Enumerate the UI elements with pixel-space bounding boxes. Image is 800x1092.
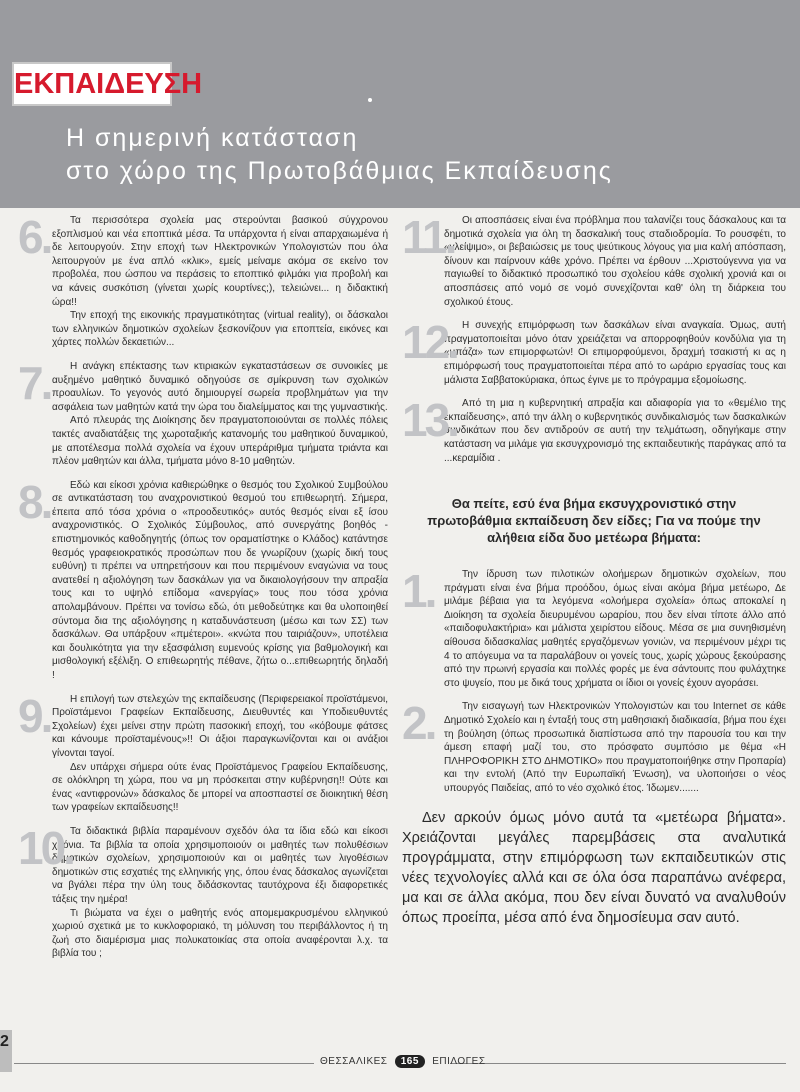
section-label: ΕΚΠΑΙΔΕΥΣΗ [14,68,203,100]
footer [320,1055,486,1068]
paragraph: Η συνεχής επιμόρφωση των δασκάλων είναι αναγκαία. Όμως, αυτή πραγματοποιείται μόνο όταν χρειάζεται να απορροφηθούν κονδύλια για τη «μπάζα» των επιμορφωτών! Οι επιμορφούμενοι, δραχμή τσακιστή κι ας η επιμόρφωσή τους πραγματοποιείται πέρα από το ωράριο εργασίας τους και μάλιστα Σαββατοκύριακα, όπως έγινε με το πρόγραμμα εξομοίωσης. [444,320,786,386]
decorative-dot [368,98,372,102]
callout-question: Θα πείτε, εσύ ένα βήμα εκσυγχρονιστικό στην πρωτοβάθμια εκπαίδευση δεν είδες; Για να πούμε την αλήθεια είδα δυο μετέωρα βήματα: [427,496,761,546]
paragraph: Την εποχή της εικονικής πραγματικότητας (virtual reality), οι δάσκαλοι των ελληνικών δημοτικών σχολείων ξεσκονίζουν για εποπτεία, εικόνες και χάρτες πολλών δεκαετιών... [52,310,388,349]
item-number: 12. [402,316,457,369]
closing-paragraph [402,808,786,928]
paragraph: Η ανάγκη επέκτασης των κτιριακών εγκαταστάσεων σε συνοικίες με αυξημένο μαθητικό δυναμικό οδηγούσε σε σμίκρυνση των σχολικών προαυλίων. Το γεγονός αυτό δημιουργεί σωρεία προβλημάτων για την ασφάλεια των μαθητών κατά την ώρα του διαλείμματος και της γυμναστικής. [52,360,388,413]
paragraph: Τι βιώματα να έχει ο μαθητής ενός απομεμακρυσμένου ελληνικού χωριού σχετικά με το κυκλοφοριακό, τη μόλυνση του περιβάλλοντος ή τη ζωή στο διαμέρισμα μιας πολυκατοικίας στα οποία αναφέρονται λ.χ. τα βιβλία του ; [52,907,388,960]
item-11 [402,211,786,309]
paragraph: Οι αποσπάσεις είναι ένα πρόβλημα που ταλανίζει τους δάσκαλους και τα δημοτικά σχολεία για όλη τη δασκαλική τους σταδιοδρομία. Το ρουσφέτι, το «γλείψιμο», οι βεβαιώσεις με τους ψεύτικους λόγους για μια καλή απόσπαση, δίνουν και παίρνουν κάθε χρόνο. Πρέπει να έρθουν ...Χριστούγεννα για να παγιωθεί το διδακτικό προσωπικό του σχολείου κάθε σχολική χρονιά και οι αποσπάσεις από νομό σε νομό συνεχίζονται καθ' όλη τη διάρκεια του σχολικού έτους. [444,215,786,308]
item-number: 6. [18,211,51,263]
item-7 [18,356,388,469]
step-2 [402,697,786,795]
article-title [66,122,613,188]
left-column [18,211,388,961]
item-number: 9. [18,689,51,742]
item-number: 11. [402,211,455,263]
title-line-1: Η σημερινή κατάσταση [66,124,359,152]
step-1 [402,565,786,690]
item-13 [402,394,786,465]
paragraph: Την εισαγωγή των Ηλεκτρονικών Υπολογιστών και του Internet σε κάθε Δημοτικό Σχολείο και η ένταξή τους στη μαθησιακή διαδικασία, βήμα που έχει τη βούληση (όπως προσωπικά διαπίστωσα από την παρουσία του και την άμεση επαφή μαζί του, στο πρόσφατο συμπόσιο με θέμα «Η ΠΛΗΡΟΦΟΡΙΚΗ ΣΤΟ ΔΗΜΟΤΙΚΟ» που πραγματοποιήθηκε στην Προπαρία) και την εντολή (Από την Ευρωπαϊκή Ένωση), να υλοποιήσει ο νέος υπουργός Παιδείας, από το νέο σχολικό έτος. Ίδωμεν....... [444,701,786,794]
paragraph: Τα διδακτικά βιβλία παραμένουν σχεδόν όλα τα ίδια εδώ και είκοσι χρόνια. Τα βιβλία τα οποία χρησιμοποιούν οι μαθητές των πολυθέσιων δημοτικών σχολείων, χρησιμοποιούν και οι μαθητές των λιγοθέσιων δημοτικών στις εσχατιές της ελληνικής γης, όπου ένας δάσκαλος αγωνίζεται να βγάλει πέρα την ύλη τους διδάσκοντας ταυτόχρονα έξι διαφορετικές τάξεις την ημέρα! [52,825,388,905]
footer-rule-right [450,1063,786,1064]
item-8 [18,475,388,683]
item-10 [18,821,388,961]
paragraph: Εδώ και είκοσι χρόνια καθιερώθηκε ο θεσμός του Σχολικού Συμβούλου σε αντικατάσταση του αναχρονιστικού θεσμού του επιθεωρητή. Σήμερα, έπειτα από τόσα χρόνια ο «προοδευτικός» αυτός θεσμός είναι εξ ίσου αναχρονιστικός. Ο Σχολικός Σύμβουλος, από συνεργάτης βοηθός - επιστημονικός καθοδηγητής (όπως τον οραματίστηκε ο Κλάδος) κατάντησε θεσμός γραφειοκρατικός προσώπων που δε γνωρίζουν (χωρίς δική τους ευθύνη) τι πρέπει να υπηρετήσουν και που περιμένουν εναγώνια να τους ανατεθεί η αξιολόγηση των δασκάλων για να δικαιολογήσουν την απραξία τους και το υψηλό επίδομα «ανεργίας» τους που τόσα χρόνια απολαμβάνουν. Πρέπει να τονίσω εδώ, ότι μεθοδεύτηκε και θα υλοποιηθεί σύντομα δια της αξιολόγησης η καταδυνάστευση (μέσω και των ΣΣ) των δασκάλων. Θα υπάρξουν «πμέτεροι». «κνώτα που ταιριάζουν», υποτέλεια και δουλικότητα για την εξασφάλιση ευμενούς κρίσης για βαθμολογική και μισθολογική εξέλιξη. Ο επιθεωρητής πέθανε, ζήτω ο...επιθεωρητής δηλαδή ! [52,479,388,681]
paragraph: Από πλευράς της Διοίκησης δεν πραγματοποιούνται σε πολλές πόλεις τακτές αναδιατάξεις της χωροταξικής κατανομής του μαθητικού δυναμικού, με αποτέλεσμα πολλά σχολεία να έχουν υπεράριθμα τμήματα τριάντα και πλέον μαθητών και άλλα, τμήματα μόνο 8-10 μαθητών. [52,415,388,468]
item-9 [18,689,388,815]
item-number: 2. [402,697,435,750]
item-6 [18,211,388,350]
paragraph: Την ίδρυση των πιλοτικών ολοήμερων δημοτικών σχολείων, που πράγματι είναι ένα βήμα προόδου, όμως είναι ακόμα βήμα μετέωρο, Δε μιλάμε βέβαια για τα λεγόμενα «ολοήμερα σχολεία» όπως αποκαλεί η Διοίκηση τα σχολεία διευρυμένου ωραρίου, που δεν είναι τίποτε άλλο από «παιδοφυλακτήρια» και μάλιστα χειρίστου είδους. Μέσα σε μια συνηθισμένη αίθουσα διδασκαλίας μαθητές εργαζόμενων γονιών, να περιμένουν μέχρι τις 4 το απόγευμα να τα παραλάβουν οι γονείς τους, χωρίς χώρους ξεκούρασης από την πρωινή εργασία και πολλές φορές με ένα σάντουιτς που φυλάχτηκε στο ψυγείο, που με δικά τους χρήματα οι ίδιοι οι γονείς έχουν αγοράσει. [444,569,786,689]
item-12 [402,316,786,387]
item-number: 10. [18,821,73,874]
footer-rule-left [14,1063,314,1064]
paragraph: Η επιλογή των στελεχών της εκπαίδευσης (Περιφερειακοί προϊστάμενοι, Προϊστάμενοι Γραφείων Εκπαίδευσης, Διευθυντές και Υποδιευθυντές Σχολείων) έχει μείνει στην πρώτη πασοκική εποχή, του «κόβουμε φάτσες και κάνουμε προϊσταμένους»!! Οι άξιοι παραγκωνίζονται και οι ανάξιοι γίνονται ταγοί. [52,693,388,759]
item-number: 13. [402,394,457,447]
side-page-number: 2 [0,1033,9,1050]
footer-publication-left: ΘΕΣΣΑΛΙΚΕΣ [320,1056,388,1067]
right-column [402,211,786,928]
footer-publication-right: ΕΠΙΛΟΓΕΣ [432,1056,486,1067]
item-number: 1. [402,565,435,618]
item-number: 8. [18,475,51,528]
title-line-2: στο χώρο της Πρωτοβάθμιας Εκπαίδευσης [66,157,613,185]
header-band [0,0,800,208]
section-badge [12,62,203,106]
footer-page-badge: 165 [395,1055,425,1068]
paragraph: Από τη μια η κυβερνητική απραξία και αδιαφορία για το «θεμέλιο της εκπαίδευσης», από την άλλη ο κυβερνητικός συνδικαλισμός των δασκαλικών συνδικάτων που δεν αντιδρούν σε αυτή την τελμάτωση, οδηγήκαμε στην κατάσταση να μιλάμε για εκσυγχρονισμό της εκπαιδευτικής παράγκας από τα ...κεραμίδια . [444,398,786,464]
closing-text: Δεν αρκούν όμως μόνο αυτά τα «μετέωρα βήματα». Χρειάζονται μεγάλες παρεμβάσεις στα αναλυτικά προγράμματα, στην επιμόρφωση των εκπαιδευτικών στις νέες τεχνολογίες αλλά και σε όλα όσα παραπάνω ανέφερα, μα και σε άλλα ακόμα, που δεν είναι δυνατό να αναλυθούν όπως προείπα, μέσα από ένα δημοσίευμα σαν αυτό. [402,809,786,926]
paragraph: Τα περισσότερα σχολεία μας στερούνται βασικού σύγχρονου εξοπλισμού και νέα εποπτικά μέσα. Τα υπάρχοντα ή είναι απαρχαιωμένα ή δε λειτουργούν. Στην εποχή των Ηλεκτρονικών Υπολογιστών που όλα λειτουργούν με ένα απλό «κλικ», εμείς μείναμε ακόμα σε εκείνο τον προβολέα, που ώσπου να περάσεις το εποπτικό φιλμάκι για προβολή και να κάνεις συσκότιση (γίνεται χωρίς κουρτίνες;), τελειώνει... η διδακτική ώρα!! [52,215,388,308]
item-number: 7. [18,356,51,409]
paragraph: Δεν υπάρχει σήμερα ούτε ένας Προϊστάμενος Γραφείου Εκπαίδευσης, σε ολόκληρη τη χώρα, που να μη πρόσκειται στην κυβέρνηση!! Ούτε και ένας «αντιφρονών» δάσκαλος δε μπορεί να αποσπαστεί σε διοικητική θέση των γραφείων εκπαίδευσης!! [52,761,388,814]
